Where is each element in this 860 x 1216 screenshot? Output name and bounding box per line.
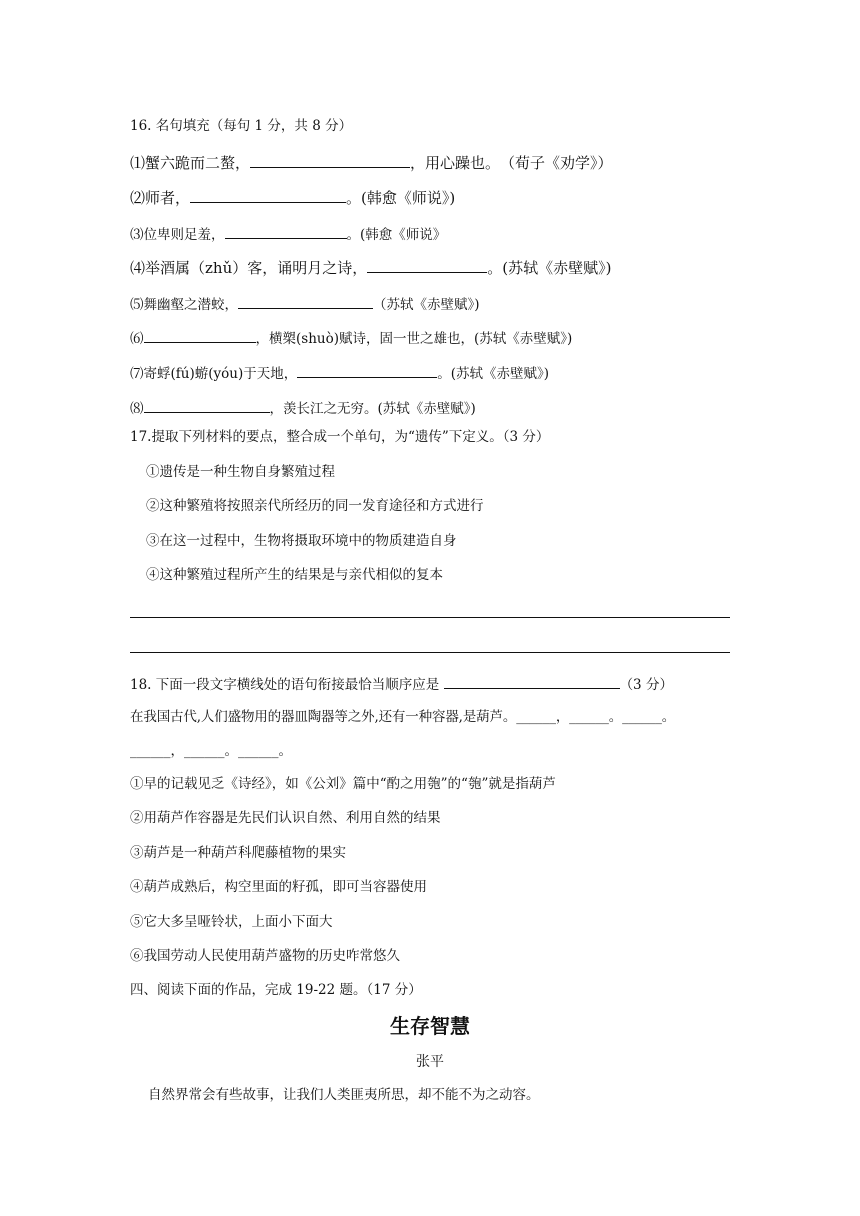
item-suffix: （苏轼《赤壁赋》) (373, 297, 480, 313)
q16-item-7 (130, 362, 549, 382)
q17-header: 17.提取下列材料的要点，整合成一个单句，为“遗传”下定义。（3 分） (130, 429, 550, 445)
q16-item-8 (130, 397, 476, 417)
q17-point-2: ②这种繁殖将按照亲代所经历的同一发育途径和方式进行 (146, 498, 484, 514)
q16-header: 16. 名句填充（每句 1 分，共 8 分） (130, 118, 353, 134)
item-suffix: 。(韩愈《师说》) (346, 189, 456, 207)
q17-point-1: ①遗传是一种生物自身繁殖过程 (146, 464, 335, 480)
q17-point-3: ③在这一过程中，生物将摄取环境中的物质建造自身 (146, 533, 457, 549)
item-prefix: 举酒属（zhǔ）客，诵明月之诗， (145, 259, 368, 277)
item-suffix: ，用心躁也。 （荀子《劝学》） (410, 154, 613, 172)
q18-header (130, 674, 673, 693)
answer-blank[interactable] (190, 187, 346, 203)
item-prefix: 蟹六跪而二螯， (145, 154, 251, 172)
q16-item-6 (130, 327, 572, 347)
q16-item-5 (130, 293, 480, 313)
q17-point-4: ④这种繁殖过程所产生的结果是与亲代相似的复本 (146, 567, 443, 583)
answer-line-1[interactable] (130, 617, 730, 618)
answer-blank[interactable] (250, 152, 410, 168)
item-number: ⑷ (130, 259, 146, 277)
q18-passage-line-1: 在我国古代,人们盛物用的器皿陶器等之外,还有一种容器,是葫芦。______，______。______。 (130, 709, 676, 725)
item-prefix: 舞幽壑之潜蛟， (143, 297, 238, 313)
q18-option-5: ⑤它大多呈哑铃状，上面小下面大 (130, 914, 333, 930)
answer-blank[interactable] (367, 257, 487, 273)
item-number: ⑵ (130, 189, 146, 207)
answer-line-2[interactable] (130, 652, 730, 653)
answer-blank[interactable] (144, 397, 270, 413)
q16-item-4 (130, 257, 611, 276)
q18-option-6: ⑥我国劳动人民使用葫芦盛物的历史咋常悠久 (130, 948, 400, 964)
q16-item-3 (130, 223, 446, 243)
q16-item-2 (130, 187, 455, 206)
item-prefix: 寄蜉(fú)蝣(yóu)于天地， (143, 366, 298, 382)
item-number: ⑺ (130, 366, 144, 382)
article-author: 张平 (416, 1054, 444, 1070)
q18-option-1: ①早的记载见乏《诗经》，如《公刘》篇中“酌之用匏”的“匏”就是指葫芦 (130, 776, 556, 792)
item-suffix: 。(苏轼《赤壁赋》) (437, 366, 550, 382)
item-number: ⑹ (130, 331, 144, 347)
answer-blank[interactable] (225, 223, 347, 239)
q18-header-text: 18. 下面一段文字横线处的语句衔接最恰当顺序应是 (130, 677, 444, 693)
article-first-paragraph: 自然界常会有些故事，让我们人类匪夷所思，却不能不为之动容。 (148, 1087, 540, 1103)
item-suffix: ，横槊(shuò)赋诗，固一世之雄也，(苏轼《赤壁赋》) (255, 331, 573, 347)
answer-blank[interactable] (238, 293, 373, 309)
q18-option-2: ②用葫芦作容器是先民们认识自然、利用自然的结果 (130, 810, 441, 826)
q18-passage-line-2: ______，______。______。 (130, 743, 292, 759)
answer-blank[interactable] (444, 674, 620, 689)
item-prefix: 位卑则足羞， (143, 227, 225, 243)
q18-score: （3 分） (619, 677, 673, 693)
section4-header: 四、阅读下面的作品，完成 19-22 题。（17 分） (130, 982, 422, 998)
q18-option-4: ④葫芦成熟后，构空里面的籽孤，即可当容器使用 (130, 879, 427, 895)
q18-option-3: ③葫芦是一种葫芦科爬藤植物的果实 (130, 845, 346, 861)
article-title: 生存智慧 (390, 1014, 470, 1038)
item-number: ⑴ (130, 154, 146, 172)
item-number: ⑸ (130, 297, 144, 313)
item-number: ⑻ (130, 401, 144, 417)
q16-item-1 (130, 152, 613, 171)
item-suffix: 。(韩愈《师说》 (346, 227, 447, 243)
item-suffix: 。(苏轼《赤壁赋》) (487, 259, 612, 277)
item-suffix: ，羡长江之无穷。(苏轼《赤壁赋》) (269, 401, 476, 417)
answer-blank[interactable] (144, 327, 256, 343)
item-prefix: 师者， (145, 189, 191, 207)
answer-blank[interactable] (297, 362, 437, 378)
item-number: ⑶ (130, 227, 144, 243)
